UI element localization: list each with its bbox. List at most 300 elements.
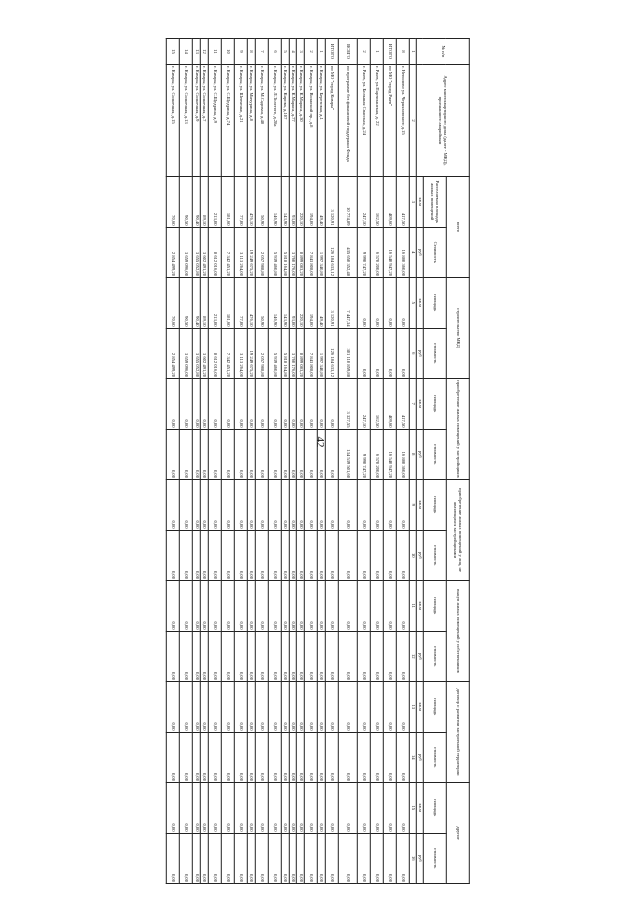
value-cell: 3 602 491,20 xyxy=(201,227,209,278)
column-number: 1 xyxy=(409,39,416,65)
value-cell: 90,50 xyxy=(180,278,193,329)
address-cell: г. Кимры, ул. Солнечная, д.13 xyxy=(180,65,193,177)
row-number-cell: 8 xyxy=(247,39,255,65)
value-cell: 0,00 xyxy=(396,278,409,329)
address-cell: по МО "город Ржев" xyxy=(383,65,396,177)
address-cell: по МО "город Кимры" xyxy=(325,65,338,177)
value-cell: 8 612 016,00 xyxy=(208,328,221,379)
value-cell: 134 539 501,60 xyxy=(338,429,357,480)
row-number-cell: 7 xyxy=(255,39,268,65)
value-cell: 0,00 xyxy=(193,833,201,884)
value-cell: 0,00 xyxy=(221,429,234,480)
value-cell: 0,00 xyxy=(338,530,357,581)
header-cost: стоимость xyxy=(423,328,446,379)
value-cell: 0,00 xyxy=(370,581,383,632)
value-cell: 0,00 xyxy=(221,833,234,884)
table-row xyxy=(208,39,221,884)
value-cell: 0,00 xyxy=(325,480,338,531)
value-cell: 0,00 xyxy=(247,530,255,581)
value-cell: 0,00 xyxy=(396,783,409,834)
value-cell: 0,00 xyxy=(193,379,201,430)
column-number: 15 xyxy=(409,783,416,834)
value-cell: 247,10 xyxy=(357,177,370,228)
column-number: 2 xyxy=(409,65,416,177)
value-cell: 0,00 xyxy=(268,581,281,632)
row-number-cell: 9 xyxy=(234,39,247,65)
value-cell: 0,00 xyxy=(255,429,268,480)
value-cell: 0,00 xyxy=(289,429,297,480)
value-cell: 0,00 xyxy=(383,581,396,632)
column-number: 11 xyxy=(409,581,416,632)
value-cell: 3 113 264,00 xyxy=(234,328,247,379)
column-number: 9 xyxy=(409,480,416,531)
value-cell: 0,00 xyxy=(234,530,247,581)
value-cell: 0,00 xyxy=(396,530,409,581)
value-cell: 0,00 xyxy=(297,682,305,733)
value-cell: 0,00 xyxy=(370,682,383,733)
header-total: всего xyxy=(446,177,469,278)
column-number-row xyxy=(409,39,416,884)
value-cell: 0,00 xyxy=(221,631,234,682)
value-cell: 0,00 xyxy=(221,783,234,834)
unit-rub: руб xyxy=(416,631,423,682)
value-cell: 0,00 xyxy=(201,429,209,480)
value-cell: 0,00 xyxy=(281,379,289,430)
value-cell: 0,00 xyxy=(208,480,221,531)
value-cell: 16 540 947,20 xyxy=(383,227,396,278)
value-cell: 0,00 xyxy=(281,783,289,834)
value-cell: 0,00 xyxy=(268,631,281,682)
value-cell: 0,00 xyxy=(221,732,234,783)
value-cell: 0,00 xyxy=(201,833,209,884)
value-cell: 50,90 xyxy=(255,177,268,228)
header-agreement: договор о развитии застроенной территории xyxy=(446,682,469,783)
value-cell: 3 655 052,80 xyxy=(193,328,201,379)
value-cell: 0,00 xyxy=(208,581,221,632)
value-cell: 181,60 xyxy=(221,177,234,228)
header-cost: стоимость xyxy=(423,833,446,884)
row-number-cell: ИТОГО xyxy=(383,39,396,65)
value-cell: 0,00 xyxy=(208,783,221,834)
value-cell: 93,00 xyxy=(289,278,297,329)
unit-rub: руб xyxy=(416,732,423,783)
value-cell: 0,00 xyxy=(167,379,180,430)
value-cell: 0,00 xyxy=(289,581,297,632)
value-cell: 0,00 xyxy=(193,530,201,581)
address-cell: г. Кимры, ул. С.Щедрина, д.9 xyxy=(208,65,221,177)
value-cell: 0,00 xyxy=(317,631,325,682)
value-cell: 0,00 xyxy=(357,783,370,834)
unit-sqm: кв.м xyxy=(416,480,423,531)
value-cell: 194,00 xyxy=(304,278,317,329)
value-cell: 3 120,91 xyxy=(325,177,338,228)
value-cell: 146,90 xyxy=(268,177,281,228)
unit-sqm: кв.м xyxy=(416,177,423,228)
value-cell: 0,00 xyxy=(255,480,268,531)
value-cell: 0,00 xyxy=(317,833,325,884)
value-cell: 0,00 xyxy=(370,278,383,329)
address-cell: г. Кимры, ул. Солнечная, д.9 xyxy=(193,65,201,177)
value-cell: 0,00 xyxy=(268,783,281,834)
column-number: 7 xyxy=(409,379,416,430)
value-cell: 90,50 xyxy=(180,177,193,228)
value-cell: 49,40 xyxy=(317,278,325,329)
value-cell: 8 899 083,20 xyxy=(297,227,305,278)
value-cell: 0,00 xyxy=(304,480,317,531)
value-cell: 0,00 xyxy=(304,429,317,480)
value-cell: 77,00 xyxy=(234,278,247,329)
value-cell: 0,00 xyxy=(247,480,255,531)
row-number-cell: 1 xyxy=(370,39,383,65)
value-cell: 5 939 460,80 xyxy=(268,227,281,278)
value-cell: 0,00 xyxy=(255,379,268,430)
value-cell: 0,00 xyxy=(234,833,247,884)
column-number: 12 xyxy=(409,631,416,682)
table-row xyxy=(325,39,338,884)
value-cell: 0,00 xyxy=(193,682,201,733)
table-row xyxy=(289,39,297,884)
value-cell: 8 612 016,00 xyxy=(208,227,221,278)
value-cell: 0,00 xyxy=(234,480,247,531)
value-cell: 5 818 164,80 xyxy=(281,227,289,278)
value-cell: 0,00 xyxy=(180,783,193,834)
value-cell: 10 774,89 xyxy=(338,177,357,228)
value-cell: 0,00 xyxy=(338,581,357,632)
value-cell: 0,00 xyxy=(255,783,268,834)
value-cell: 146,90 xyxy=(268,278,281,329)
header-area: площадь xyxy=(423,682,446,733)
value-cell: 93,00 xyxy=(289,177,297,228)
value-cell: 0,00 xyxy=(180,732,193,783)
value-cell: 0,00 xyxy=(304,682,317,733)
value-cell: 0,00 xyxy=(201,530,209,581)
header-area: площадь xyxy=(423,379,446,430)
value-cell: 0,00 xyxy=(201,631,209,682)
value-cell: 0,00 xyxy=(180,682,193,733)
value-cell: 0,00 xyxy=(201,480,209,531)
value-cell: 0,00 xyxy=(383,278,396,329)
table-row xyxy=(221,39,234,884)
value-cell: 49,40 xyxy=(317,177,325,228)
header-total-cost: Стоимость xyxy=(423,227,446,278)
value-cell: 0,00 xyxy=(208,379,221,430)
row-number-cell: 15 xyxy=(167,39,180,65)
header-address: Адрес многоквартирного дома (далее - МКД), признанного аварийным xyxy=(416,65,469,177)
value-cell: 0,00 xyxy=(167,480,180,531)
value-cell: 7 342 451,20 xyxy=(221,328,234,379)
value-cell: 417,50 xyxy=(396,379,409,430)
table-row xyxy=(281,39,289,884)
value-cell: 0,00 xyxy=(357,631,370,682)
row-number-cell: 11 xyxy=(208,39,221,65)
value-cell: 0,00 xyxy=(383,833,396,884)
value-cell: 0,00 xyxy=(247,429,255,480)
column-number: 14 xyxy=(409,732,416,783)
table-row xyxy=(201,39,209,884)
address-cell: г. Неполово ул. Черняховского д.15 xyxy=(396,65,409,177)
value-cell: 6 570 200,00 xyxy=(370,429,383,480)
value-cell: 0,00 xyxy=(234,783,247,834)
value-cell: 0,00 xyxy=(383,783,396,834)
value-cell: 2 854 499,20 xyxy=(167,328,180,379)
value-cell: 0,00 xyxy=(370,480,383,531)
value-cell: 0,00 xyxy=(221,379,234,430)
value-cell: 0,00 xyxy=(383,328,396,379)
value-cell: 0,00 xyxy=(289,480,297,531)
unit-rub: руб xyxy=(416,328,423,379)
value-cell: 0,00 xyxy=(281,732,289,783)
value-cell: 1 997 340,80 xyxy=(317,328,325,379)
value-cell: 2 854 499,20 xyxy=(167,227,180,278)
value-cell: 0,00 xyxy=(167,732,180,783)
value-cell: 0,00 xyxy=(370,631,383,682)
header-other: другие xyxy=(446,783,469,884)
value-cell: 435 650 352,48 xyxy=(338,227,357,278)
value-cell: 0,00 xyxy=(357,581,370,632)
table-row xyxy=(396,39,409,884)
table-row xyxy=(338,39,357,884)
value-cell: 90,40 xyxy=(193,177,201,228)
value-cell: 0,00 xyxy=(297,530,305,581)
table-row xyxy=(247,39,255,884)
value-cell: 70,60 xyxy=(167,278,180,329)
address-cell: по программе без финансовой поддержки Фонда xyxy=(338,65,357,177)
row-number-cell: ИТОГО xyxy=(325,39,338,65)
value-cell: 0,00 xyxy=(180,379,193,430)
value-cell: 0,00 xyxy=(325,581,338,632)
value-cell: 0,00 xyxy=(304,631,317,682)
header-area: площадь xyxy=(423,480,446,531)
address-cell: г. Кимры, ул. С.Щедрина, д.74 xyxy=(221,65,234,177)
value-cell: 50,90 xyxy=(255,278,268,329)
value-cell: 126 184 633,12 xyxy=(325,227,338,278)
address-cell: г. Кимры, ул. Солнечная, д.7 xyxy=(201,65,209,177)
value-cell: 0,00 xyxy=(370,530,383,581)
value-cell: 0,00 xyxy=(317,732,325,783)
column-number: 10 xyxy=(409,530,416,581)
unit-rub: руб xyxy=(416,429,423,480)
page-number: 42 xyxy=(314,436,326,448)
value-cell: 0,00 xyxy=(221,581,234,632)
table-row xyxy=(357,39,370,884)
header-cost: стоимость xyxy=(423,429,446,480)
value-cell: 162,50 xyxy=(370,177,383,228)
column-number: 16 xyxy=(409,833,416,884)
value-cell: 5 939 460,80 xyxy=(268,328,281,379)
row-number-cell: 1 xyxy=(317,39,325,65)
value-cell: 19 249 675,20 xyxy=(247,328,255,379)
value-cell: 0,00 xyxy=(357,833,370,884)
value-cell: 0,00 xyxy=(193,631,201,682)
address-cell: г. Кимры, ул. К.Маркса, д.77 xyxy=(289,65,297,177)
value-cell: 0,00 xyxy=(325,682,338,733)
value-cell: 162,50 xyxy=(370,379,383,430)
value-cell: 0,00 xyxy=(289,833,297,884)
value-cell: 0,00 xyxy=(357,732,370,783)
column-number: 13 xyxy=(409,682,416,733)
value-cell: 0,00 xyxy=(325,631,338,682)
value-cell: 0,00 xyxy=(255,833,268,884)
value-cell: 0,00 xyxy=(338,732,357,783)
value-cell: 0,00 xyxy=(289,682,297,733)
unit-sqm: кв.м xyxy=(416,278,423,329)
value-cell: 0,00 xyxy=(383,732,396,783)
row-number-cell: 12 xyxy=(201,39,209,65)
column-number: 8 xyxy=(409,429,416,480)
value-cell: 143,90 xyxy=(281,278,289,329)
value-cell: 0,00 xyxy=(396,581,409,632)
value-cell: 0,00 xyxy=(317,429,325,480)
value-cell: 409,60 xyxy=(383,379,396,430)
value-cell: 0,00 xyxy=(383,631,396,682)
value-cell: 143,90 xyxy=(281,177,289,228)
value-cell: 0,00 xyxy=(167,833,180,884)
value-cell: 3 120,91 xyxy=(325,278,338,329)
value-cell: 0,00 xyxy=(193,581,201,632)
row-number-cell: ВСЕГО xyxy=(338,39,357,65)
value-cell: 0,00 xyxy=(297,581,305,632)
value-cell: 0,00 xyxy=(234,379,247,430)
value-cell: 0,00 xyxy=(201,581,209,632)
value-cell: 0,00 xyxy=(180,581,193,632)
value-cell: 0,00 xyxy=(255,682,268,733)
value-cell: 126 184 633,12 xyxy=(325,328,338,379)
value-cell: 0,00 xyxy=(281,480,289,531)
value-cell: 0,00 xyxy=(357,278,370,329)
value-cell: 0,00 xyxy=(325,530,338,581)
value-cell: 3 659 096,00 xyxy=(180,227,193,278)
address-cell: г. Кимры, ул. Волжский пр., д.8 xyxy=(304,65,317,177)
value-cell: 0,00 xyxy=(268,833,281,884)
value-cell: 0,00 xyxy=(167,783,180,834)
value-cell: 0,00 xyxy=(193,783,201,834)
value-cell: 0,00 xyxy=(370,783,383,834)
value-cell: 0,00 xyxy=(396,631,409,682)
table-row xyxy=(180,39,193,884)
header-redemption: выкуп жилых помещений у собственников xyxy=(446,581,469,682)
value-cell: 0,00 xyxy=(357,682,370,733)
value-cell: 0,00 xyxy=(325,429,338,480)
value-cell: 89,10 xyxy=(201,177,209,228)
column-number: 5 xyxy=(409,278,416,329)
address-cell: г. Кимры, ул. Солнечная, д.15 xyxy=(167,65,180,177)
value-cell: 0,00 xyxy=(247,732,255,783)
value-cell: 220,10 xyxy=(297,278,305,329)
value-cell: 0,00 xyxy=(383,480,396,531)
value-cell: 0,00 xyxy=(281,429,289,480)
value-cell: 0,00 xyxy=(221,682,234,733)
value-cell: 0,00 xyxy=(281,581,289,632)
column-number: 3 xyxy=(409,177,416,228)
value-cell: 0,00 xyxy=(247,833,255,884)
value-cell: 0,00 xyxy=(297,833,305,884)
value-cell: 0,00 xyxy=(317,682,325,733)
header-cost: стоимость xyxy=(423,732,446,783)
value-cell: 16 880 360,00 xyxy=(396,227,409,278)
value-cell: 0,00 xyxy=(289,631,297,682)
value-cell: 0,00 xyxy=(234,732,247,783)
value-cell: 0,00 xyxy=(208,682,221,733)
value-cell: 0,00 xyxy=(383,530,396,581)
value-cell: 19 249 675,20 xyxy=(247,227,255,278)
value-cell: 0,00 xyxy=(201,783,209,834)
table-body xyxy=(167,39,410,884)
value-cell: 0,00 xyxy=(325,783,338,834)
value-cell: 0,00 xyxy=(338,480,357,531)
value-cell: 0,00 xyxy=(338,631,357,682)
value-cell: 6 570 200,00 xyxy=(370,227,383,278)
value-cell: 16 880 360,00 xyxy=(396,429,409,480)
value-cell: 0,00 xyxy=(289,783,297,834)
value-cell: 0,00 xyxy=(180,631,193,682)
unit-rub: руб xyxy=(416,227,423,278)
address-cell: г. Кимры, ул. Шевченко, д.21 xyxy=(234,65,247,177)
value-cell: 0,00 xyxy=(255,530,268,581)
value-cell: 0,00 xyxy=(208,833,221,884)
value-cell: 0,00 xyxy=(180,429,193,480)
address-cell: г. Ржев, ул.Партизанская, д. 22 xyxy=(370,65,383,177)
resettlement-table xyxy=(166,38,470,884)
value-cell: 0,00 xyxy=(297,429,305,480)
value-cell: 2 057 988,80 xyxy=(255,328,268,379)
value-cell: 0,00 xyxy=(208,631,221,682)
value-cell: 213,00 xyxy=(208,177,221,228)
rotated-table-sheet xyxy=(166,38,470,884)
value-cell: 2 057 988,80 xyxy=(255,227,268,278)
value-cell: 3 760 176,00 xyxy=(289,328,297,379)
value-cell: 1 997 340,80 xyxy=(317,227,325,278)
row-number-cell: 2 xyxy=(357,39,370,65)
value-cell: 0,00 xyxy=(370,328,383,379)
value-cell: 476,10 xyxy=(247,177,255,228)
value-cell: 0,00 xyxy=(317,530,325,581)
value-cell: 0,00 xyxy=(304,530,317,581)
value-cell: 0,00 xyxy=(370,833,383,884)
value-cell: 7 843 808,00 xyxy=(304,227,317,278)
value-cell: 9 990 747,20 xyxy=(357,429,370,480)
row-number-cell: 14 xyxy=(180,39,193,65)
header-area: площадь xyxy=(423,581,446,632)
value-cell: 0,00 xyxy=(193,732,201,783)
value-cell: 3 760 176,00 xyxy=(289,227,297,278)
value-cell: 409,60 xyxy=(383,177,396,228)
header-cost: стоимость xyxy=(423,631,446,682)
column-number: 4 xyxy=(409,227,416,278)
unit-sqm: кв.м xyxy=(416,682,423,733)
header-cost: стоимость xyxy=(423,530,446,581)
value-cell: 77,00 xyxy=(234,177,247,228)
value-cell: 0,00 xyxy=(281,530,289,581)
value-cell: 0,00 xyxy=(338,783,357,834)
value-cell: 0,00 xyxy=(234,581,247,632)
value-cell: 0,00 xyxy=(289,379,297,430)
value-cell: 0,00 xyxy=(396,732,409,783)
value-cell: 0,00 xyxy=(167,429,180,480)
value-cell: 0,00 xyxy=(289,732,297,783)
header-purchase-nondev: приобретение жилых помещений у лиц, не являющихся застройщиками xyxy=(446,480,469,581)
row-number-cell: 10 xyxy=(221,39,234,65)
unit-rub: руб xyxy=(416,833,423,884)
row-number-cell: 8 xyxy=(396,39,409,65)
value-cell: 89,10 xyxy=(201,278,209,329)
value-cell: 0,00 xyxy=(317,581,325,632)
table-row xyxy=(167,39,180,884)
row-number-cell: 6 xyxy=(268,39,281,65)
value-cell: 90,40 xyxy=(193,278,201,329)
value-cell: 7 447,34 xyxy=(338,278,357,329)
value-cell: 213,00 xyxy=(208,278,221,329)
value-cell: 0,00 xyxy=(180,480,193,531)
